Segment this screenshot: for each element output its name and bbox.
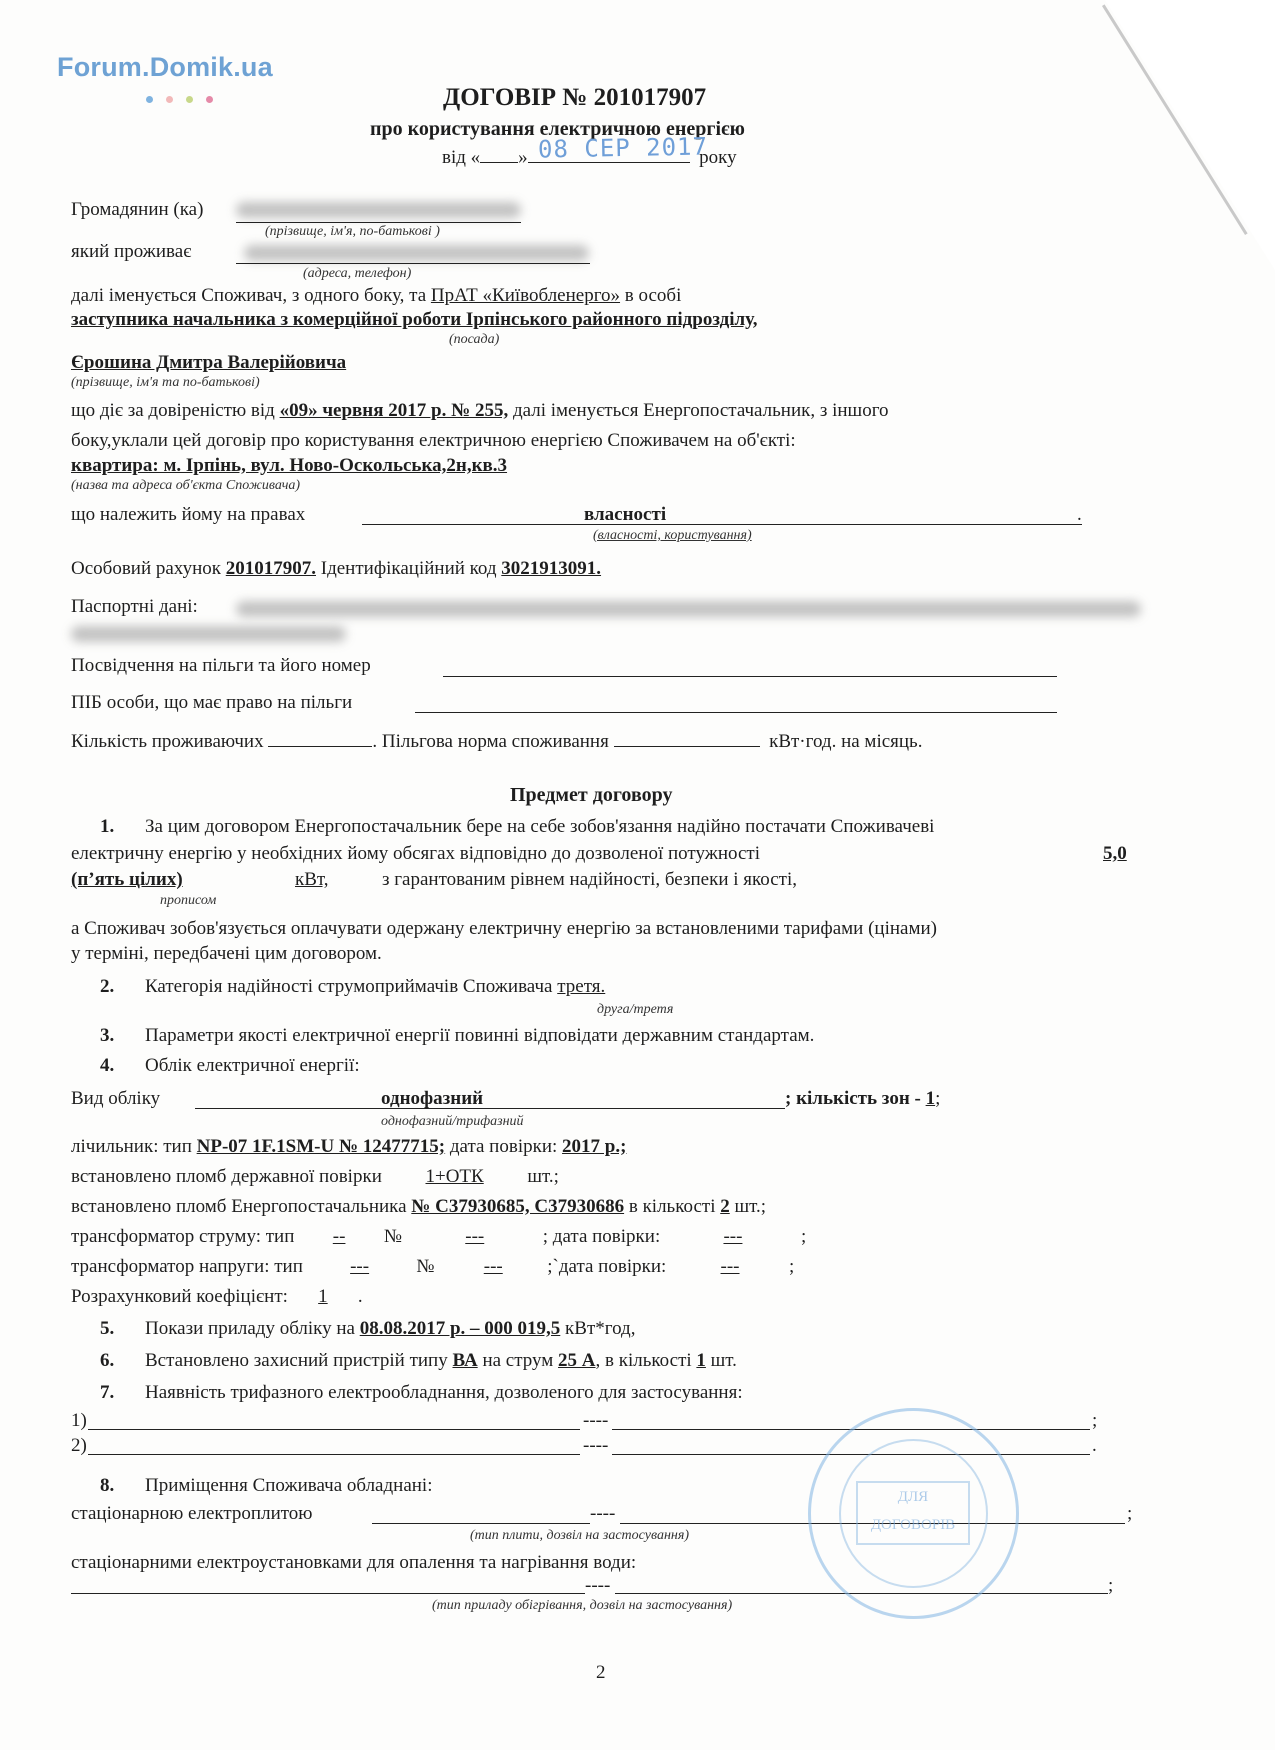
redacted-citizen xyxy=(236,202,521,218)
norm-label: . Пільгова норма споживання xyxy=(372,731,609,752)
redacted-passport-2 xyxy=(71,626,346,642)
residents-label: Кількість проживаючих xyxy=(71,731,264,752)
seals-supplier-label: встановлено пломб Енергопостачальника xyxy=(71,1196,412,1217)
rights-line: що належить йому на правах xyxy=(71,504,306,525)
p5-line xyxy=(145,1318,635,1340)
vt-line xyxy=(71,1256,794,1278)
p6-qty-label: , в кількості xyxy=(595,1350,697,1371)
id-value: 3021913091. xyxy=(501,558,602,579)
consumer-line xyxy=(71,285,681,307)
vt-end: ; xyxy=(789,1256,795,1277)
p2-text: Категорія надійності струмоприймачів Споживача xyxy=(145,976,558,997)
consumer-text-a: далі іменується Споживач, з одного боку, та xyxy=(71,285,431,306)
p7-text: Наявність трифазного електрообладнання, дозволеного для застосування: xyxy=(145,1382,743,1403)
p6-text: Встановлено захисний пристрій типу xyxy=(145,1350,453,1371)
seals-supplier-qty: 2 xyxy=(720,1196,730,1217)
stove-dash: ---- xyxy=(590,1503,616,1524)
p6-type: ВА xyxy=(452,1350,478,1371)
p5-text: Покази приладу обліку на xyxy=(145,1318,360,1339)
seal-box: ДЛЯ ДОГОВОРІВ xyxy=(856,1481,970,1545)
residents-blank xyxy=(268,730,372,747)
organization-seal xyxy=(808,1408,1019,1619)
p8-text: Приміщення Споживача обладнані: xyxy=(145,1475,433,1496)
residence-caption: (адреса, телефон) xyxy=(303,266,412,281)
p5-unit: кВт*год, xyxy=(560,1318,636,1339)
ct-date: --- xyxy=(723,1226,743,1247)
p7-item-2-dash: ---- xyxy=(583,1435,609,1456)
p6-number: 6. xyxy=(100,1350,115,1371)
coef-value: 1 xyxy=(318,1286,328,1307)
norm-unit: кВт·год. на місяць. xyxy=(769,731,923,752)
p1-number: 1. xyxy=(100,816,115,837)
date-prefix: від « xyxy=(442,147,481,168)
date-day-blank xyxy=(480,146,518,163)
heating-end: ; xyxy=(1108,1575,1114,1596)
p6-current: 25 А xyxy=(558,1350,596,1371)
watermark-dots xyxy=(146,90,226,108)
p1-line-3: з гарантованим рівнем надійності, безпеки і якості, xyxy=(382,869,798,890)
rights-caption: (власності, користування) xyxy=(593,528,752,543)
watermark-dot xyxy=(186,96,193,103)
p7-item-2-line-a xyxy=(88,1454,580,1455)
meter-kind-line xyxy=(195,1108,785,1109)
redacted-address xyxy=(244,245,589,261)
p2-line xyxy=(145,976,605,998)
p2-number: 2. xyxy=(100,976,115,997)
p5-number: 5. xyxy=(100,1318,115,1339)
vt-date-label: ;`дата повірки: xyxy=(547,1256,667,1277)
authority-date: «09» червня 2017 р. № 255, xyxy=(279,400,509,421)
seals-state-unit: шт.; xyxy=(527,1166,559,1187)
authority-line xyxy=(71,400,889,422)
date-suffix: року xyxy=(699,147,737,168)
seals-state-value: 1+ОТК xyxy=(425,1166,484,1187)
citizen-label: Громадянин (ка) xyxy=(71,199,204,220)
supplier-name: ПрАТ «Київобленерго» xyxy=(430,285,621,306)
heating-line-a xyxy=(71,1593,585,1594)
p7-item-1: 1) xyxy=(71,1410,87,1431)
p6-unit: шт. xyxy=(705,1350,737,1371)
citizen-underline xyxy=(236,222,521,223)
watermark-dot xyxy=(206,96,213,103)
benefit-cert-label: Посвідчення на пільги та його номер xyxy=(71,655,371,676)
redacted-passport-1 xyxy=(236,601,1141,617)
p7-item-2: 2) xyxy=(71,1435,87,1456)
coef-end: . xyxy=(357,1286,363,1307)
vt-type: --- xyxy=(350,1256,370,1277)
p3-text: Параметри якості електричної енергії повинні відповідати державним стандартам. xyxy=(145,1025,815,1046)
watermark-logo: Forum.Domik.ua xyxy=(57,52,273,82)
p7-number: 7. xyxy=(100,1382,115,1403)
ct-date-label: ; дата повірки: xyxy=(542,1226,661,1247)
meter-kind-label: Вид обліку xyxy=(71,1088,161,1109)
ct-type: -- xyxy=(332,1226,346,1247)
zones-end: ; xyxy=(935,1088,941,1109)
p2-caption: друга/третя xyxy=(597,1002,674,1017)
p6-line xyxy=(145,1350,737,1372)
p6-mid: на струм xyxy=(477,1350,559,1371)
ct-num-label: № xyxy=(383,1226,403,1247)
date-stamp: 08 СЕР 2017 xyxy=(537,132,709,164)
folded-corner xyxy=(1105,0,1275,270)
authority-line-2: боку,уклали цей договір про користування електричною енергією Споживачем на об'єкті: xyxy=(71,430,796,451)
p1-caption: прописом xyxy=(160,893,217,908)
rights-end: . xyxy=(1077,504,1082,525)
vt-num-label: № xyxy=(416,1256,435,1277)
p1-power: 5,0 xyxy=(1103,843,1127,864)
seals-supplier-unit: шт.; xyxy=(729,1196,767,1217)
stove-caption: (тип плити, дозвіл на застосування) xyxy=(470,1528,690,1543)
coef-label: Розрахунковий коефіцієнт: xyxy=(71,1286,288,1307)
ct-num: --- xyxy=(465,1226,485,1247)
p4-number: 4. xyxy=(100,1055,115,1076)
seals-state-label: встановлено пломб державної повірки xyxy=(71,1166,382,1187)
benefit-person-line xyxy=(415,712,1057,713)
authority-text-b: далі іменується Енергопостачальник, з іншого xyxy=(508,400,889,421)
object-caption: (назва та адреса об'єкта Споживача) xyxy=(71,478,301,493)
p6-qty: 1 xyxy=(696,1350,706,1371)
ct-label: трансформатор струму: тип xyxy=(71,1226,295,1247)
residence-underline xyxy=(236,263,590,264)
p1-power-words: (п’ять цілих) xyxy=(71,869,183,890)
seals-supplier-value: № С37930685, С37930686 xyxy=(411,1196,625,1217)
p5-value: 08.08.2017 р. – 000 019,5 xyxy=(359,1318,561,1339)
p7-item-2-end: . xyxy=(1092,1435,1097,1456)
verify-value: 2017 р.; xyxy=(562,1136,627,1157)
passport-label: Паспортні дані: xyxy=(71,596,198,617)
residence-label: який проживає xyxy=(71,241,192,262)
coef-line xyxy=(71,1286,363,1308)
meter-kind-value: однофазний xyxy=(381,1088,484,1109)
benefit-person-label: ПІБ особи, що має право на пільги xyxy=(71,692,353,713)
p7-item-1-end: ; xyxy=(1092,1410,1098,1431)
contract-title: ДОГОВІР № 201017907 xyxy=(443,84,707,111)
representative-caption: (прізвище, ім'я та по-батькові) xyxy=(71,375,260,390)
vt-date: --- xyxy=(720,1256,740,1277)
watermark-dot xyxy=(166,96,173,103)
watermark-dot xyxy=(146,96,153,103)
stove-label: стаціонарною електроплитою xyxy=(71,1503,313,1524)
zones-label: ; кількість зон - xyxy=(785,1088,926,1109)
rights-underline xyxy=(362,524,1082,525)
p1-line-5: у терміні, передбачені цим договором. xyxy=(71,943,382,964)
citizen-caption: (прізвище, ім'я, по-батькові ) xyxy=(265,224,440,239)
p8-number: 8. xyxy=(100,1475,115,1496)
authority-text-a: що діє за довіреністю від xyxy=(71,400,280,421)
p3-number: 3. xyxy=(100,1025,115,1046)
stove-line-a xyxy=(372,1523,590,1524)
p2-value: третя. xyxy=(557,976,606,997)
account-line xyxy=(71,558,601,580)
contract-subtitle: про користування електричною енергією xyxy=(370,118,745,140)
norm-blank xyxy=(614,730,760,747)
date-mid: » xyxy=(518,147,528,168)
zones-line xyxy=(785,1088,940,1110)
heating-label: стаціонарними електроустановками для опалення та нагрівання води: xyxy=(71,1552,637,1573)
representative-name: Єрошина Дмитра Валерійовича xyxy=(71,352,347,373)
object-address: квартира: м. Ірпінь, вул. Ново-Оскольська,2н,кв.3 xyxy=(71,455,508,476)
p4-text: Облік електричної енергії: xyxy=(145,1055,360,1076)
meter-kind-caption: однофазний/трифазний xyxy=(381,1114,524,1129)
subject-heading: Предмет договору xyxy=(510,784,673,806)
consumer-text-b: в особі xyxy=(620,285,682,306)
stove-end: ; xyxy=(1127,1503,1133,1524)
page-number: 2 xyxy=(596,1662,606,1683)
meter-label: лічильник: тип xyxy=(71,1136,197,1157)
seals-state-line xyxy=(71,1166,559,1188)
p1-line-2: електричну енергію у необхідних йому обсягах відповідно до дозволеної потужності xyxy=(71,843,760,864)
seals-supplier-qty-label: в кількості xyxy=(624,1196,721,1217)
ct-line xyxy=(71,1226,806,1248)
vt-label: трансформатор напруги: тип xyxy=(71,1256,303,1277)
zones-value: 1 xyxy=(925,1088,936,1109)
account-value: 201017907. xyxy=(225,558,316,579)
meter-type: NP-07 1F.1SM-U № 12477715; xyxy=(196,1136,446,1157)
verify-label: дата повірки: xyxy=(445,1136,563,1157)
p7-item-1-line-a xyxy=(88,1429,580,1430)
representative-position: заступника начальника з комерційної роботи Ірпінського районного підрозділу, xyxy=(71,309,758,330)
account-label: Особовий рахунок xyxy=(71,558,226,579)
id-label: Ідентифікаційний код xyxy=(316,558,502,579)
p1-kw: кВт, xyxy=(295,869,329,890)
vt-num: --- xyxy=(483,1256,503,1277)
p1-line-1: За цим договором Енергопостачальник бере на себе зобов'язання надійно постачати Споживачеві xyxy=(145,816,935,837)
ct-end: ; xyxy=(800,1226,807,1247)
residents-line xyxy=(71,730,922,753)
heating-dash: ---- xyxy=(585,1575,611,1596)
rights-value: власності xyxy=(584,504,667,525)
position-caption: (посада) xyxy=(449,332,500,347)
p7-item-1-dash: ---- xyxy=(583,1410,609,1431)
benefit-cert-line xyxy=(443,676,1057,677)
p1-line-4: а Споживач зобов'язується оплачувати одержану електричну енергію за встановленими тарифами (цінами) xyxy=(71,918,937,939)
meter-line xyxy=(71,1136,626,1158)
seals-supplier-line xyxy=(71,1196,766,1218)
heating-caption: (тип приладу обігрівання, дозвіл на застосування) xyxy=(432,1598,733,1613)
